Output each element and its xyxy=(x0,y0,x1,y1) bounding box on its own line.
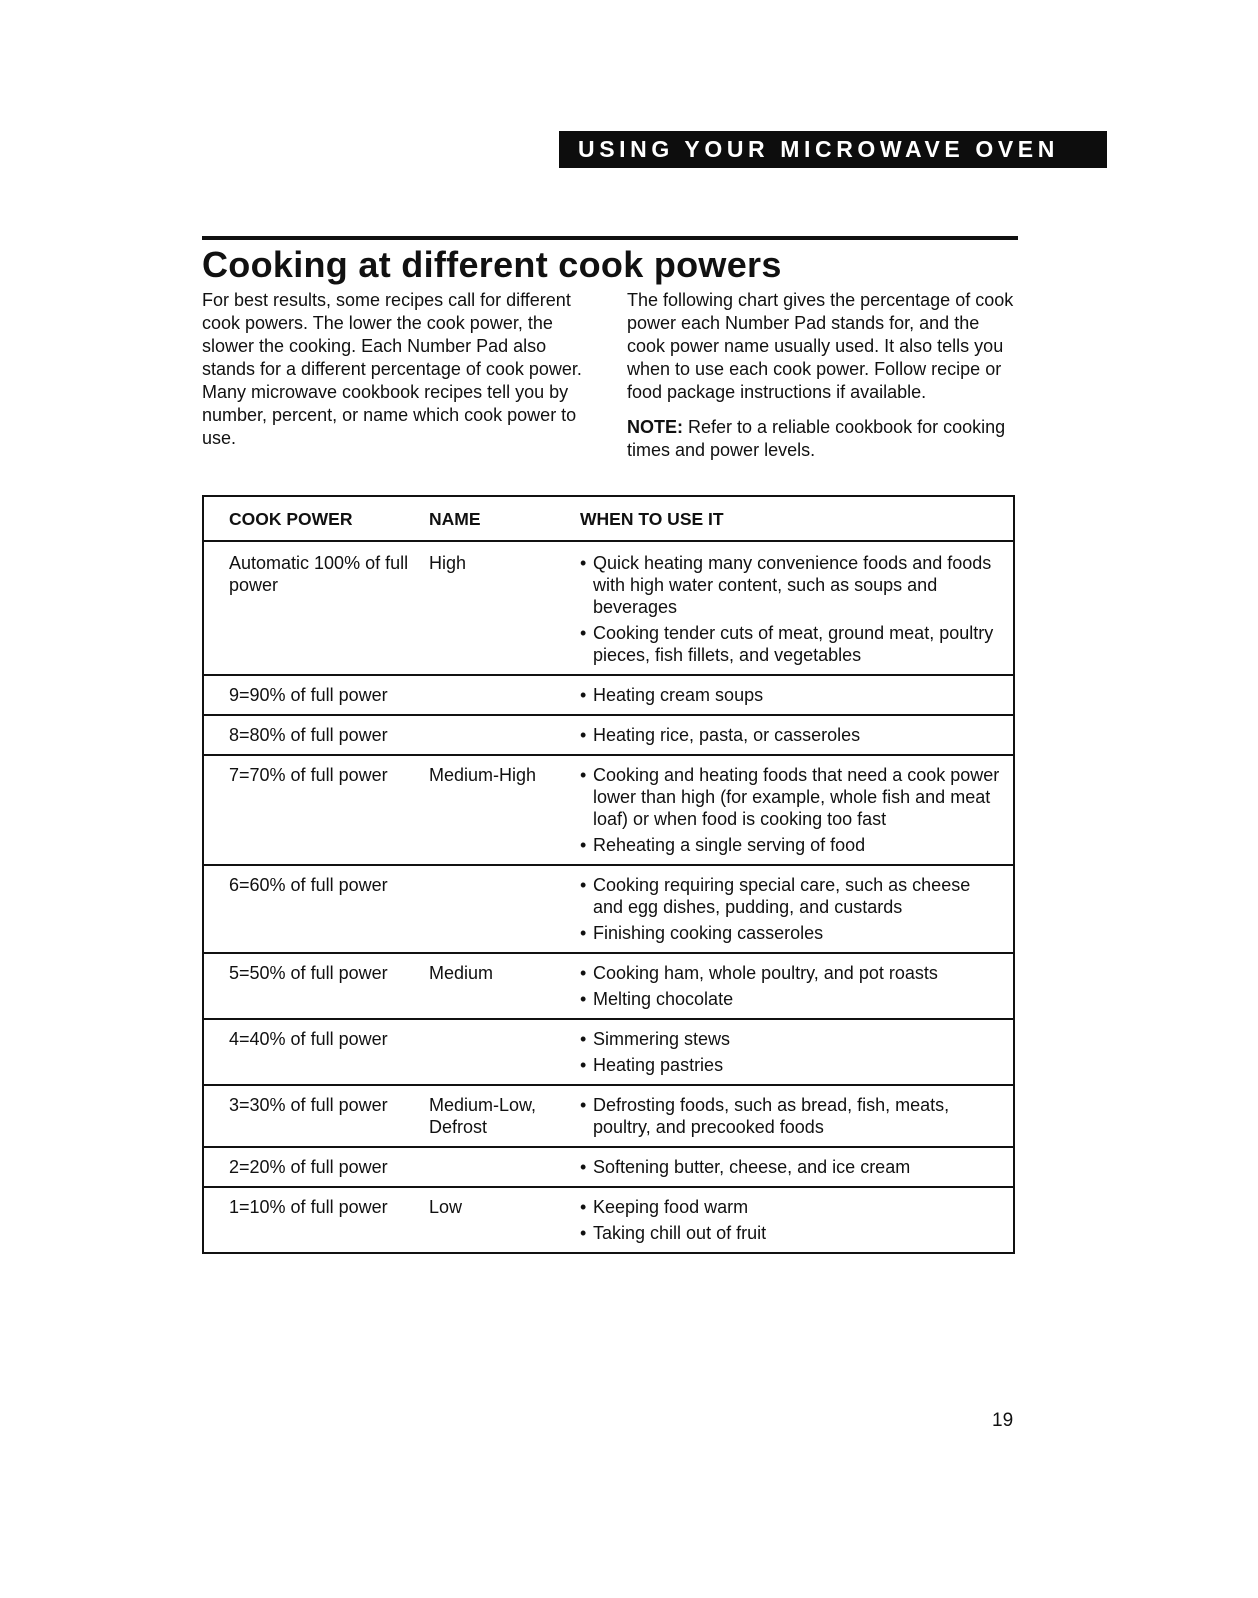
power-name-cell xyxy=(429,1147,580,1187)
bullet-icon: • xyxy=(580,1029,587,1049)
cook-power-cell: 6=60% of full power xyxy=(203,865,429,953)
cook-power-table xyxy=(202,495,1015,1254)
bullet-icon: • xyxy=(580,835,587,855)
use-list xyxy=(580,1094,1001,1138)
page-number: 19 xyxy=(992,1410,1014,1431)
table-row xyxy=(203,675,1014,715)
use-text: Melting chocolate xyxy=(593,989,734,1009)
power-name-cell xyxy=(429,715,580,755)
table-body xyxy=(203,541,1014,1253)
bullet-icon: • xyxy=(580,1197,587,1217)
list-item xyxy=(580,962,1001,984)
list-item xyxy=(580,834,1001,856)
when-to-use-cell xyxy=(580,1019,1014,1085)
bullet-icon: • xyxy=(580,1055,587,1075)
power-name-cell: High xyxy=(429,553,467,573)
use-list xyxy=(580,724,1001,746)
when-to-use-cell xyxy=(580,953,1014,1019)
list-item xyxy=(580,684,1001,706)
bullet-icon: • xyxy=(580,685,587,705)
power-name-cell xyxy=(429,1019,580,1085)
use-text: Reheating a single serving of food xyxy=(593,835,866,855)
list-item xyxy=(580,1054,1001,1076)
table-header-row xyxy=(203,496,1014,541)
use-text: Quick heating many convenience foods and foods with high water content, such as soups and beverages xyxy=(593,553,992,617)
header-name: NAME xyxy=(429,496,580,541)
bullet-icon: • xyxy=(580,1095,587,1115)
table-row xyxy=(203,865,1014,953)
bullet-icon: • xyxy=(580,623,587,643)
table-row xyxy=(203,1019,1014,1085)
when-to-use-cell xyxy=(580,755,1014,865)
use-text: Cooking and heating foods that need a cook power lower than high (for example, whole fish and meat loaf) or when food is cooking too fast xyxy=(593,765,1000,829)
use-text: Taking chill out of fruit xyxy=(593,1223,767,1243)
cook-power-cell: 9=90% of full power xyxy=(203,675,429,715)
header-when-to-use: WHEN TO USE IT xyxy=(580,496,1014,541)
bullet-icon: • xyxy=(580,1223,587,1243)
intro-left-text: For best results, some recipes call for different cook powers. The lower the cook power, the slower the cooking. Each Number Pad also stands for a different percentage of cook power. Many microwave cookbook recipes tell you by number, percent, or name which cook power to use. xyxy=(202,290,582,448)
bullet-icon: • xyxy=(580,553,587,573)
use-list xyxy=(580,552,1001,666)
table-row xyxy=(203,715,1014,755)
list-item xyxy=(580,764,1001,830)
section-banner: USING YOUR MICROWAVE OVEN xyxy=(559,131,1107,168)
when-to-use-cell xyxy=(580,715,1014,755)
note-text: Refer to a reliable cookbook for cooking times and power levels. xyxy=(627,417,1006,460)
use-text: Simmering stews xyxy=(593,1029,731,1049)
when-to-use-cell xyxy=(580,675,1014,715)
power-name-cell: Low xyxy=(429,1187,580,1253)
when-to-use-cell xyxy=(580,865,1014,953)
list-item xyxy=(580,1156,1001,1178)
power-name-cell: Medium-Low, Defrost xyxy=(429,1085,580,1147)
table-row xyxy=(203,1147,1014,1187)
use-list xyxy=(580,684,1001,706)
use-text: Cooking requiring special care, such as cheese and egg dishes, pudding, and custards xyxy=(593,875,971,917)
use-list xyxy=(580,874,1001,944)
header-cook-power: COOK POWER xyxy=(203,496,429,541)
list-item xyxy=(580,988,1001,1010)
bullet-icon: • xyxy=(580,989,587,1009)
when-to-use-cell xyxy=(580,541,1014,675)
bullet-icon: • xyxy=(580,923,587,943)
list-item xyxy=(580,1196,1001,1218)
power-name-cell xyxy=(429,865,580,953)
bullet-icon: • xyxy=(580,765,587,785)
power-name-cell xyxy=(429,675,580,715)
power-name-cell: Medium xyxy=(429,953,580,1019)
bullet-icon: • xyxy=(580,875,587,895)
list-item xyxy=(580,874,1001,918)
intro-right-column xyxy=(627,289,1022,462)
use-list xyxy=(580,764,1001,856)
bullet-icon: • xyxy=(580,963,587,983)
use-text: Heating pastries xyxy=(593,1055,724,1075)
list-item xyxy=(580,622,1001,666)
list-item xyxy=(580,1028,1001,1050)
note-label: NOTE: xyxy=(627,417,683,437)
list-item xyxy=(580,552,1001,618)
use-text: Cooking ham, whole poultry, and pot roasts xyxy=(593,963,938,983)
cook-power-cell: 4=40% of full power xyxy=(203,1019,429,1085)
when-to-use-cell xyxy=(580,1085,1014,1147)
note-paragraph xyxy=(627,416,1022,462)
table-row xyxy=(203,953,1014,1019)
use-text: Heating cream soups xyxy=(593,685,764,705)
list-item xyxy=(580,922,1001,944)
use-list xyxy=(580,962,1001,1010)
use-text: Softening butter, cheese, and ice cream xyxy=(593,1157,911,1177)
intro-left-column xyxy=(202,289,600,450)
bullet-icon: • xyxy=(580,1157,587,1177)
intro-right-text: The following chart gives the percentage of cook power each Number Pad stands for, and the cook power name usually used. It also tells you when to use each cook power. Follow recipe or food package instructions if available. xyxy=(627,290,1014,402)
table-row xyxy=(203,1085,1014,1147)
table-row xyxy=(203,1187,1014,1253)
list-item xyxy=(580,1222,1001,1244)
cook-power-cell: 5=50% of full power xyxy=(203,953,429,1019)
list-item xyxy=(580,724,1001,746)
use-list xyxy=(580,1196,1001,1244)
table-row xyxy=(203,755,1014,865)
use-list xyxy=(580,1156,1001,1178)
use-text: Heating rice, pasta, or casseroles xyxy=(593,725,861,745)
table-row xyxy=(203,541,1014,675)
cook-power-cell: 8=80% of full power xyxy=(203,715,429,755)
when-to-use-cell xyxy=(580,1147,1014,1187)
use-list xyxy=(580,1028,1001,1076)
cook-power-cell: Automatic 100% of full power xyxy=(229,553,409,595)
use-text: Keeping food warm xyxy=(593,1197,749,1217)
power-name-cell: Medium-High xyxy=(429,755,580,865)
cook-power-cell: 3=30% of full power xyxy=(203,1085,429,1147)
title-rule xyxy=(202,236,1018,240)
page-title: Cooking at different cook powers xyxy=(202,244,782,285)
use-text: Defrosting foods, such as bread, fish, meats, poultry, and precooked foods xyxy=(593,1095,950,1137)
bullet-icon: • xyxy=(580,725,587,745)
list-item xyxy=(580,1094,1001,1138)
cook-power-cell: 7=70% of full power xyxy=(203,755,429,865)
when-to-use-cell xyxy=(580,1187,1014,1253)
use-text: Cooking tender cuts of meat, ground meat, poultry pieces, fish fillets, and vegetables xyxy=(593,623,994,665)
cook-power-cell: 2=20% of full power xyxy=(203,1147,429,1187)
use-text: Finishing cooking casseroles xyxy=(593,923,824,943)
cook-power-cell: 1=10% of full power xyxy=(203,1187,429,1253)
